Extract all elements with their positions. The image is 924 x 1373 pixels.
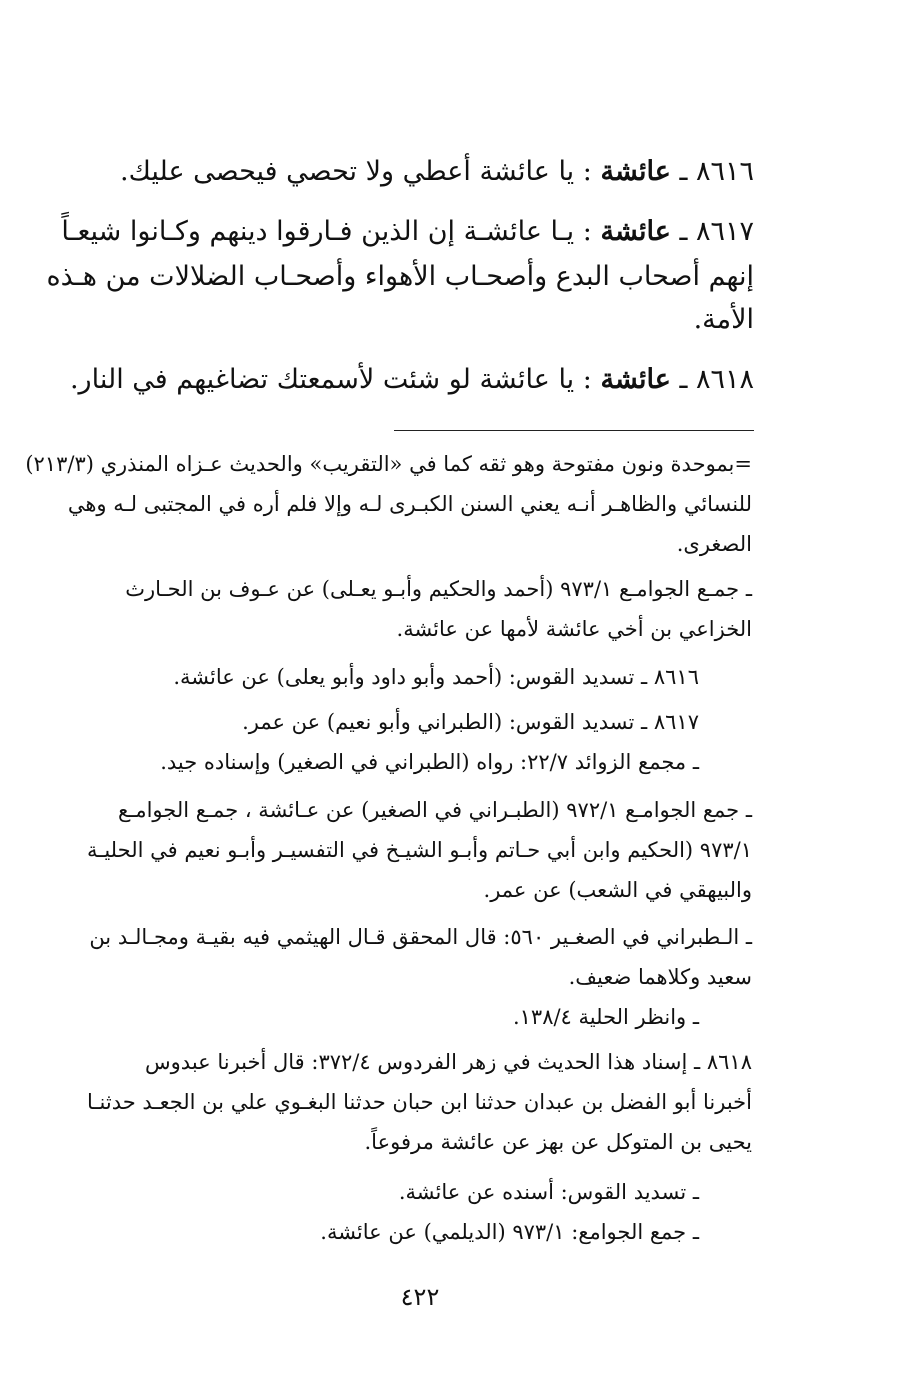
entry-8616 (120, 152, 754, 192)
entry-8617-line-2: إنهم أصحاب البدع وأصحـاب الأهواء وأصحـاب الضلالات من هـذه (46, 261, 754, 292)
footnote-line: الصغرى. (676, 532, 752, 556)
footnote-separator (394, 430, 754, 431)
entry-number: ٨٦١٧ ـ (679, 216, 754, 247)
footnote-line: ـ جمع الجوامع: ٩٧٣/١ (الديلمي) عن عائشة. (320, 1220, 699, 1244)
page-number: ٤٢٢ (400, 1283, 440, 1311)
footnote-line: سعيد وكلاهما ضعيف. (568, 965, 752, 989)
entry-8618 (70, 360, 754, 400)
entry-narrator: عائشة (600, 156, 671, 187)
footnote-line: يحيى بن المتوكل عن بهز عن عائشة مرفوعاً. (364, 1130, 752, 1154)
entry-text: : يا عائشة أعطي ولا تحصي فيحصى عليك. (120, 156, 592, 187)
footnote-line: ـ وانظر الحلية ١٣٨/٤. (512, 1005, 699, 1029)
footnote-line: ـ جمع الجوامـع ٩٧٢/١ (الطبـراني في الصغير) عن عـائشة ، جمـع الجوامـع (118, 798, 752, 822)
entry-text: : يا عائشة لو شئت لأسمعتك تضاغيهم في النار. (69, 364, 592, 395)
entry-narrator: عائشة (600, 216, 671, 247)
footnote-line: ٨٦١٧ ـ تسديد القوس: (الطبراني وأبو نعيم) عن عمر. (242, 710, 699, 734)
footnote-line: ـ جمـع الجوامـع ٩٧٣/١ (أحمد والحكيم وأبـو يعـلى) عن عـوف بن الحـارث (125, 577, 752, 601)
entry-narrator: عائشة (600, 364, 671, 395)
entry-8617-line-1 (61, 212, 754, 252)
footnote-line: ٩٧٣/١ (الحكيم وابن أبي حـاتم وأبـو الشيـخ في التفسيـر وأبـو نعيم في الحليـة (86, 838, 752, 862)
footnote-line: ـ الـطبراني في الصغـير ٥٦٠: قال المحقق قـال الهيثمي فيه بقيـة ومجـالـد بن (89, 925, 752, 949)
footnote-line: أخبرنا أبو الفضل بن عبدان حدثنا ابن حبان حدثنا البغـوي علي بن الجعـد حدثنـا (87, 1090, 752, 1114)
footnote-line: الخزاعي بن أخي عائشة لأمها عن عائشة. (396, 617, 752, 641)
entry-8617-line-3: الأمة. (693, 304, 754, 335)
entry-text: : يـا عائشـة إن الذين فـارقوا دينهم وكـانوا شيعـاً (61, 216, 592, 247)
footnote-line: ـ تسديد القوس: أسنده عن عائشة. (398, 1180, 699, 1204)
footnote-line: ـ مجمع الزوائد ٢٢/٧: رواه (الطبراني في الصغير) وإسناده جيد. (160, 750, 699, 774)
entry-number: ٨٦١٨ ـ (679, 364, 754, 395)
entry-number: ٨٦١٦ ـ (679, 156, 754, 187)
footnote-line: للنسائي والظاهـر أنـه يعني السنن الكبـرى لـه وإلا فلم أره في المجتبى لـه وهي (67, 492, 752, 516)
footnote-line: =بموحدة ونون مفتوحة وهو ثقه كما في «التقريب» والحديث عـزاه المنذري (٢١٣/٣) (25, 452, 752, 476)
footnote-line: والبيهقي في الشعب) عن عمر. (483, 878, 752, 902)
footnote-line: ٨٦١٦ ـ تسديد القوس: (أحمد وأبو داود وأبو يعلى) عن عائشة. (173, 665, 699, 689)
footnote-line: ٨٦١٨ ـ إسناد هذا الحديث في زهر الفردوس ٣٧٢/٤: قال أخبرنا عبدوس (145, 1050, 752, 1074)
